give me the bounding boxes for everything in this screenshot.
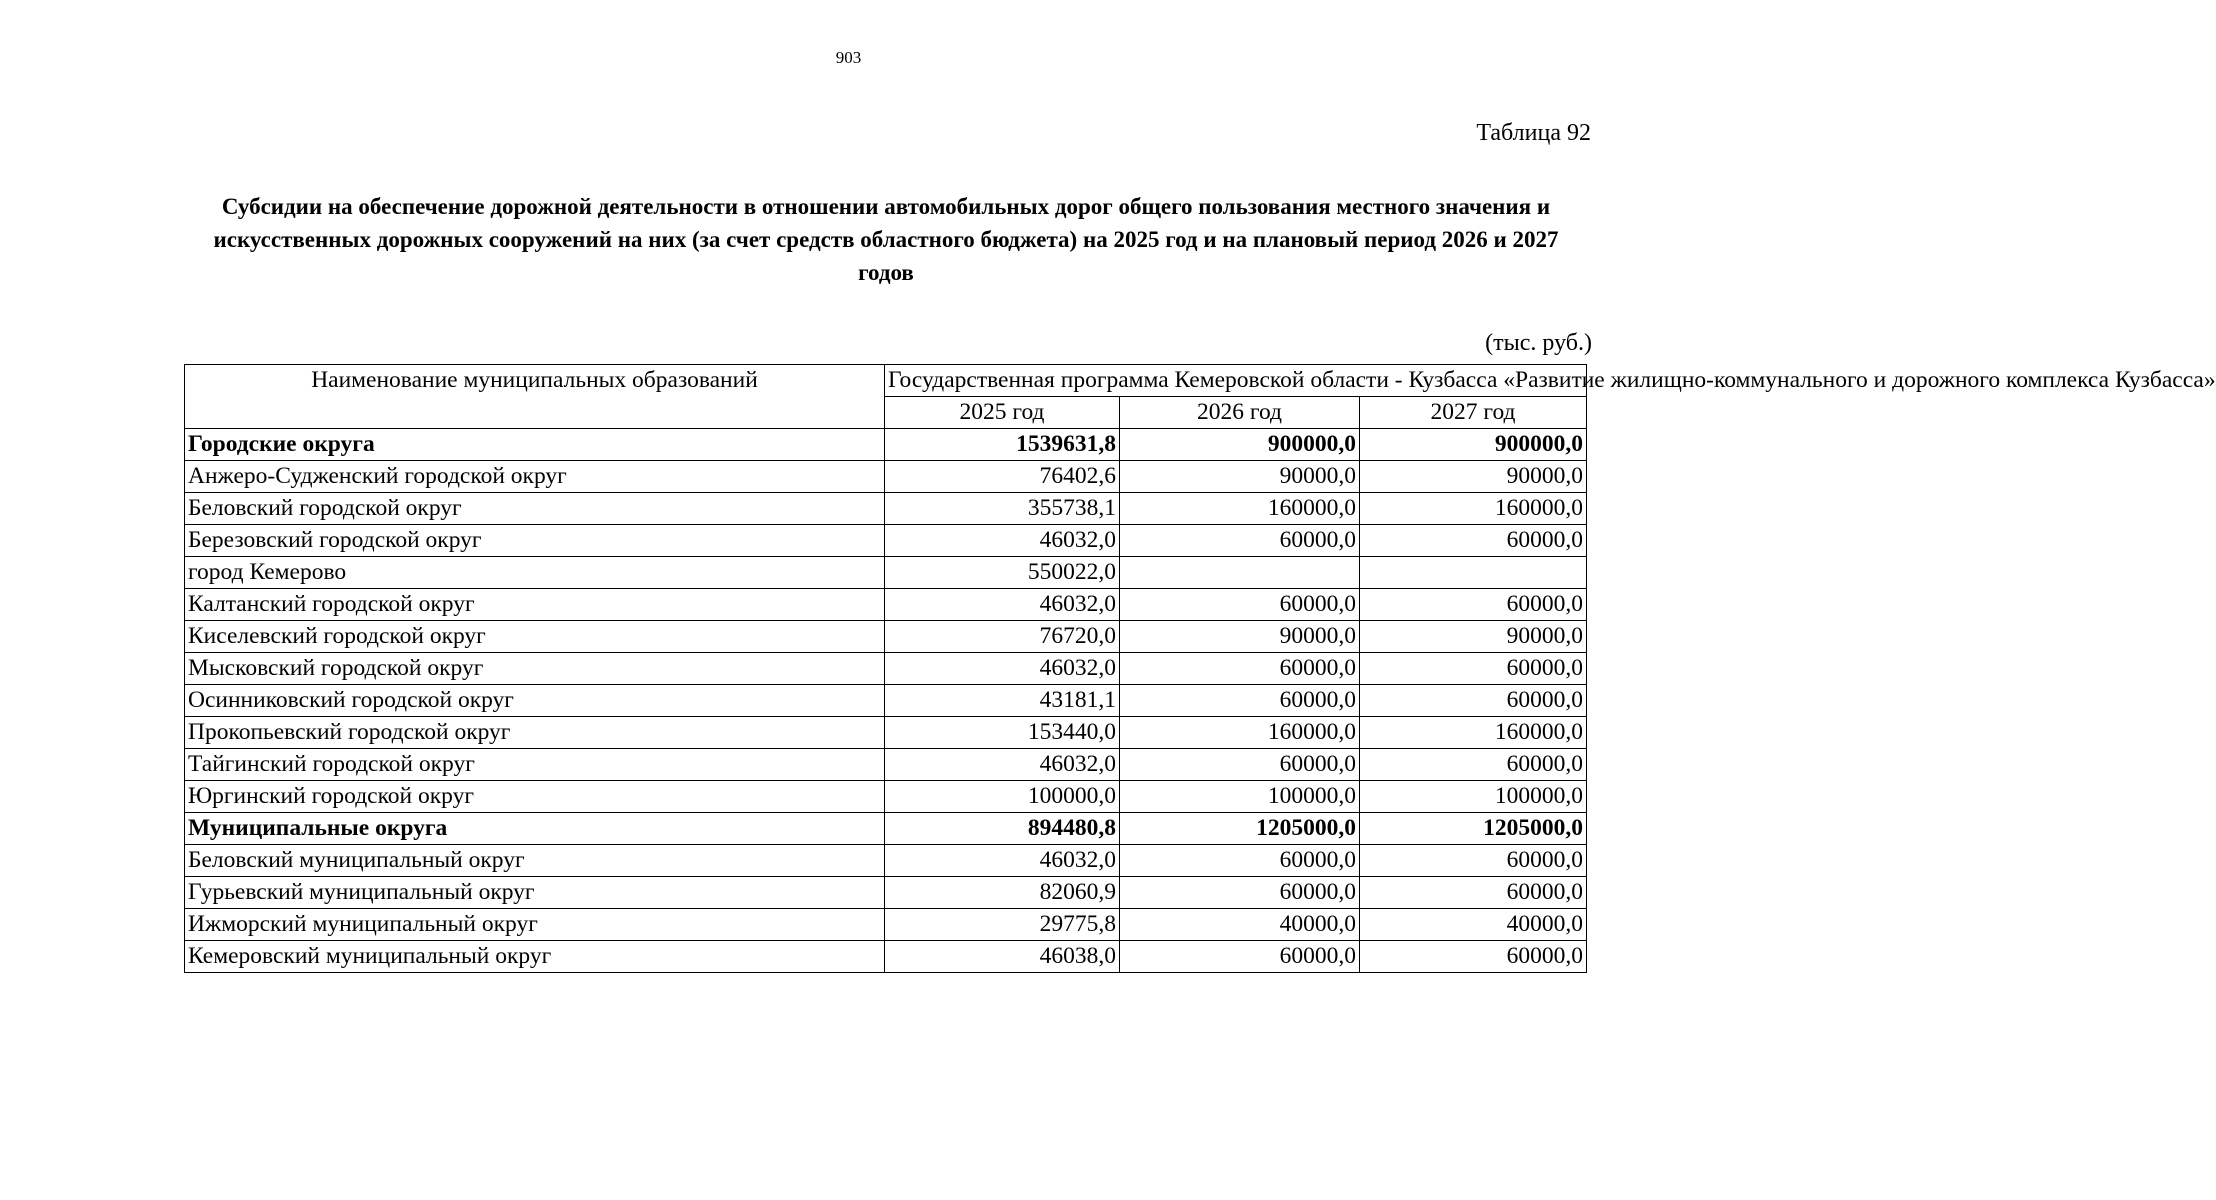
municipality-name-cell: Юргинский городской округ — [185, 781, 885, 813]
municipality-name-cell: Тайгинский городской округ — [185, 749, 885, 781]
table-row — [185, 525, 1587, 557]
municipality-name-cell: Осинниковский городской округ — [185, 685, 885, 717]
value-2027-cell: 160000,0 — [1360, 717, 1587, 749]
table-row — [185, 621, 1587, 653]
value-2027-cell: 60000,0 — [1360, 941, 1587, 973]
table-label: Таблица 92 — [1476, 120, 1591, 146]
table-row — [185, 493, 1587, 525]
municipality-name-cell: Кемеровский муниципальный округ — [185, 941, 885, 973]
value-2026-cell: 160000,0 — [1120, 717, 1360, 749]
value-2025-cell: 46032,0 — [885, 653, 1120, 685]
value-2025-cell: 76402,6 — [885, 461, 1120, 493]
value-2027-cell: 1205000,0 — [1360, 813, 1587, 845]
value-2027-cell: 60000,0 — [1360, 749, 1587, 781]
value-2027-cell: 40000,0 — [1360, 909, 1587, 941]
value-2025-cell: 894480,8 — [885, 813, 1120, 845]
value-2027-cell: 90000,0 — [1360, 621, 1587, 653]
table-row — [185, 749, 1587, 781]
value-2026-cell: 900000,0 — [1120, 429, 1360, 461]
value-2025-cell: 46038,0 — [885, 941, 1120, 973]
column-header-program: Государственная программа Кемеровской области - Кузбасса «Развитие жилищно-коммунального и дорожного комплекса Кузбасса» — [885, 365, 1587, 397]
value-2026-cell: 100000,0 — [1120, 781, 1360, 813]
value-2025-cell: 153440,0 — [885, 717, 1120, 749]
value-2026-cell: 60000,0 — [1120, 685, 1360, 717]
column-header-name: Наименование муниципальных образований — [185, 365, 885, 429]
table-row — [185, 877, 1587, 909]
table-row — [185, 557, 1587, 589]
value-2027-cell — [1360, 557, 1587, 589]
table-row — [185, 781, 1587, 813]
table-group-row — [185, 813, 1587, 845]
value-2026-cell — [1120, 557, 1360, 589]
value-2025-cell: 76720,0 — [885, 621, 1120, 653]
municipality-name-cell: Калтанский городской округ — [185, 589, 885, 621]
value-2025-cell: 46032,0 — [885, 845, 1120, 877]
value-2025-cell: 1539631,8 — [885, 429, 1120, 461]
value-2026-cell: 60000,0 — [1120, 589, 1360, 621]
column-header-2026: 2026 год — [1120, 397, 1360, 429]
value-2025-cell: 46032,0 — [885, 589, 1120, 621]
table-row — [185, 589, 1587, 621]
document-title: Субсидии на обеспечение дорожной деятельности в отношении автомобильных дорог общего пользования местного значения и искусственных дорожных сооружений на них (за счет средств областного бюджета) на 2025 год и на плановый период 2026 и 2027 годов — [213, 194, 1559, 285]
value-2025-cell: 29775,8 — [885, 909, 1120, 941]
municipality-name-cell: Муниципальные округа — [185, 813, 885, 845]
value-2026-cell: 40000,0 — [1120, 909, 1360, 941]
table-row — [185, 653, 1587, 685]
value-2026-cell: 160000,0 — [1120, 493, 1360, 525]
value-2025-cell: 82060,9 — [885, 877, 1120, 909]
table-body — [185, 429, 1587, 973]
municipality-name-cell: Киселевский городской округ — [185, 621, 885, 653]
value-2027-cell: 60000,0 — [1360, 653, 1587, 685]
value-2026-cell: 90000,0 — [1120, 621, 1360, 653]
value-2027-cell: 100000,0 — [1360, 781, 1587, 813]
value-2027-cell: 60000,0 — [1360, 685, 1587, 717]
table-row — [185, 909, 1587, 941]
value-2027-cell: 60000,0 — [1360, 877, 1587, 909]
municipality-name-cell: Беловский городской округ — [185, 493, 885, 525]
page-number: 903 — [835, 48, 862, 67]
value-2026-cell: 60000,0 — [1120, 653, 1360, 685]
value-2026-cell: 90000,0 — [1120, 461, 1360, 493]
value-2027-cell: 60000,0 — [1360, 589, 1587, 621]
table-row — [185, 685, 1587, 717]
value-2027-cell: 60000,0 — [1360, 525, 1587, 557]
value-2025-cell: 550022,0 — [885, 557, 1120, 589]
value-2027-cell: 90000,0 — [1360, 461, 1587, 493]
value-2025-cell: 100000,0 — [885, 781, 1120, 813]
value-2027-cell: 60000,0 — [1360, 845, 1587, 877]
table-row — [185, 717, 1587, 749]
value-2027-cell: 900000,0 — [1360, 429, 1587, 461]
table-row — [185, 461, 1587, 493]
municipality-name-cell: Мысковский городской округ — [185, 653, 885, 685]
municipality-name-cell: город Кемерово — [185, 557, 885, 589]
column-header-2027: 2027 год — [1360, 397, 1587, 429]
column-header-2025: 2025 год — [885, 397, 1120, 429]
value-2025-cell: 43181,1 — [885, 685, 1120, 717]
municipality-name-cell: Ижморский муниципальный округ — [185, 909, 885, 941]
value-2026-cell: 60000,0 — [1120, 749, 1360, 781]
municipality-name-cell: Анжеро-Судженский городской округ — [185, 461, 885, 493]
unit-note: (тыс. руб.) — [1485, 330, 1592, 356]
table-row — [185, 941, 1587, 973]
municipality-name-cell: Прокопьевский городской округ — [185, 717, 885, 749]
value-2025-cell: 355738,1 — [885, 493, 1120, 525]
table-group-row — [185, 429, 1587, 461]
municipality-name-cell: Беловский муниципальный округ — [185, 845, 885, 877]
value-2026-cell: 60000,0 — [1120, 941, 1360, 973]
header-row-program — [185, 365, 1587, 397]
municipality-name-cell: Гурьевский муниципальный округ — [185, 877, 885, 909]
value-2026-cell: 1205000,0 — [1120, 813, 1360, 845]
value-2027-cell: 160000,0 — [1360, 493, 1587, 525]
municipality-name-cell: Городские округа — [185, 429, 885, 461]
table-row — [185, 845, 1587, 877]
value-2025-cell: 46032,0 — [885, 525, 1120, 557]
municipality-name-cell: Березовский городской округ — [185, 525, 885, 557]
value-2026-cell: 60000,0 — [1120, 525, 1360, 557]
subsidies-table — [184, 364, 2216, 973]
value-2026-cell: 60000,0 — [1120, 845, 1360, 877]
value-2025-cell: 46032,0 — [885, 749, 1120, 781]
value-2026-cell: 60000,0 — [1120, 877, 1360, 909]
